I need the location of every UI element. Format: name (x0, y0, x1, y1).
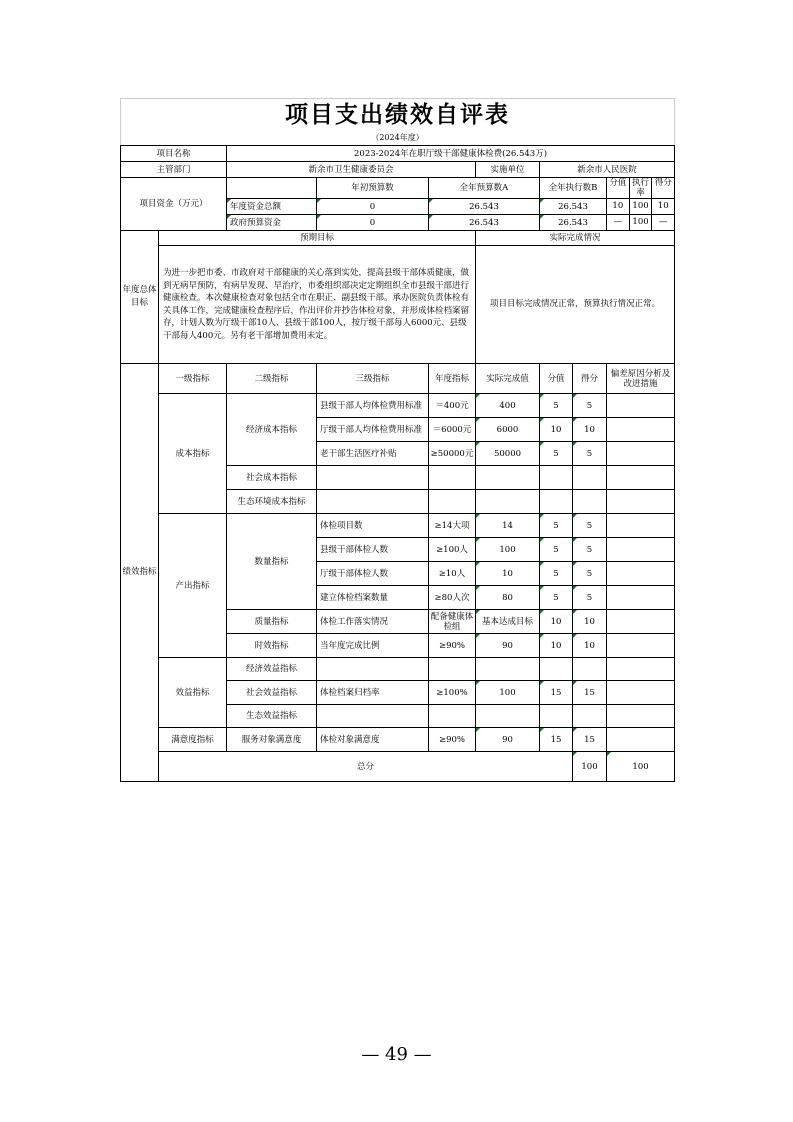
indicator-actual: 6000 (476, 418, 540, 442)
funds-header: 全年执行数B (540, 178, 607, 199)
timeliness-label: 时效指标 (227, 634, 317, 658)
satisfaction-level2-label: 服务对象满意度 (227, 728, 317, 752)
indicator-actual: 50000 (476, 442, 540, 466)
indicator-score: 10 (573, 610, 607, 634)
economic-cost-label: 经济成本指标 (227, 394, 317, 466)
indicator-score-value: 5 (540, 562, 573, 586)
actual-status-text: 项目目标完成情况正常，预算执行情况正常。 (476, 246, 675, 364)
title-row (121, 99, 675, 131)
indicator-header: 年度指标 (429, 364, 476, 394)
indicator-name: 当年度完成比例 (317, 634, 429, 658)
indicator-name: 体检工作落实情况 (317, 610, 429, 634)
indicator-row (121, 658, 675, 681)
indicator-score: 5 (573, 562, 607, 586)
form-title: 项目支出绩效自评表 (285, 101, 511, 128)
funds-cell: 10 (607, 199, 630, 214)
funds-cell: 100 (630, 199, 653, 214)
indicator-name: 县级干部体检人数 (317, 538, 429, 562)
indicator-score-value: 5 (540, 586, 573, 610)
indicator-target: ≥80人次 (429, 586, 476, 610)
indicators-label: 绩效指标 (121, 364, 159, 782)
indicator-score: 5 (573, 514, 607, 538)
year-row (121, 131, 675, 146)
actual-status-header: 实际完成情况 (476, 231, 675, 246)
department-row (121, 162, 675, 178)
indicator-row (121, 394, 675, 418)
indicator-header: 偏差原因分析及改进措施 (607, 364, 675, 394)
form-year: （2024年度） (371, 132, 424, 142)
indicator-header: 得分 (573, 364, 607, 394)
total-score: 100 (607, 752, 675, 782)
indicator-score-value: 15 (540, 728, 573, 752)
total-row (121, 752, 675, 782)
total-score-value: 100 (573, 752, 607, 782)
indicator-score: 5 (573, 442, 607, 466)
project-name-label: 项目名称 (121, 146, 227, 162)
dept-value: 新余市卫生健康委员会 (227, 162, 476, 178)
indicator-score: 15 (573, 681, 607, 705)
indicator-target: ＝400元 (429, 394, 476, 418)
goals-header-row (121, 231, 675, 246)
funds-cell: — (658, 217, 668, 227)
indicator-header-row (121, 364, 675, 394)
indicator-score: 10 (573, 418, 607, 442)
indicator-name: 厅级干部体检人数 (317, 562, 429, 586)
eco-env-cost-label: 生态环境成本指标 (227, 490, 317, 514)
indicator-row (121, 514, 675, 538)
funds-header-row (121, 178, 675, 199)
cost-indicator-label: 成本指标 (159, 394, 227, 514)
indicator-name: 体检档案归档率 (317, 681, 429, 705)
funds-header: 全年预算数A (429, 178, 540, 199)
indicator-score: 5 (573, 394, 607, 418)
indicator-actual: 90 (476, 634, 540, 658)
indicator-target: ≥14大项 (429, 514, 476, 538)
indicator-name: 老干部生活医疗补贴 (317, 442, 429, 466)
indicator-target: ≥100人 (429, 538, 476, 562)
indicator-name: 县级干部人均体检费用标准 (317, 394, 429, 418)
indicator-actual: 基本达成目标 (476, 610, 540, 634)
impl-unit-label: 实施单位 (476, 162, 540, 178)
funds-label: 项目资金（万元） (121, 178, 227, 231)
indicator-target: 配备健康体检组 (429, 610, 476, 634)
indicator-header: 一级指标 (159, 364, 227, 394)
goals-label: 年度总体目标 (121, 231, 159, 364)
indicator-score: 15 (573, 728, 607, 752)
indicator-header: 二级指标 (227, 364, 317, 394)
indicator-score-value: 5 (540, 442, 573, 466)
funds-row-name: 年度资金总额 (227, 199, 317, 215)
indicator-actual: 14 (476, 514, 540, 538)
indicator-header: 三级指标 (317, 364, 429, 394)
output-indicator-label: 产出指标 (159, 514, 227, 658)
social-benefit-label: 社会效益指标 (227, 681, 317, 705)
project-name-value: 2023-2024年在职厅级干部健康体检费(26.543万) (227, 146, 675, 162)
indicator-score-value: 5 (540, 394, 573, 418)
indicator-target: ≥90% (429, 634, 476, 658)
indicator-target: ≥90% (429, 728, 476, 752)
indicator-score-value: 10 (540, 418, 573, 442)
indicator-score: 10 (573, 634, 607, 658)
dept-label: 主管部门 (121, 162, 227, 178)
funds-cell: 26.543 (540, 215, 607, 231)
funds-row-name: 政府预算资金 (227, 215, 317, 231)
expected-goal-text: 为进一步把市委、市政府对干部健康的关心落到实处，提高县级干部体质健康，做到无病早预防，有病早发现、早治疗，市委组织部决定定期组织全市县级干部进行健康检查。本次健康检查对象包括全市在职正、副县级干部。承办医院负责体检有关具体工作，完成健康检查程序后，作出评价并抄告体检对象，并形成体检档案留存，计划人数为厅级干部10人、县级干部100人，按厅级干部每人6000元、县级干部每人400元。另有老干部增加费用未定。 (159, 246, 476, 364)
funds-cell: 26.543 (429, 199, 540, 215)
indicator-target: ≥100% (429, 681, 476, 705)
indicator-actual: 100 (476, 538, 540, 562)
funds-cell: 26.543 (540, 199, 607, 215)
eco-benefit-label: 生态效益指标 (227, 705, 317, 728)
indicator-name: 体检对象满意度 (317, 728, 429, 752)
indicator-name: 建立体检档案数量 (317, 586, 429, 610)
quantity-label: 数量指标 (227, 514, 317, 610)
indicator-score: 5 (573, 586, 607, 610)
funds-cell: 0 (317, 215, 429, 231)
indicator-row (121, 728, 675, 752)
self-evaluation-form (120, 98, 674, 782)
indicator-actual: 90 (476, 728, 540, 752)
expected-goal-header: 预期目标 (159, 231, 476, 246)
indicator-score-value: 5 (540, 538, 573, 562)
impl-unit-value: 新余市人民医院 (540, 162, 675, 178)
funds-cell: 0 (317, 199, 429, 215)
funds-cell: 26.543 (429, 215, 540, 231)
indicator-score-value: 15 (540, 681, 573, 705)
indicator-score-value: 5 (540, 514, 573, 538)
funds-header: 年初预算数 (317, 178, 429, 199)
quality-label: 质量指标 (227, 610, 317, 634)
benefit-indicator-label: 效益指标 (159, 658, 227, 728)
funds-cell: 100 (630, 215, 653, 230)
funds-header: 分值 (607, 178, 630, 198)
indicator-actual: 400 (476, 394, 540, 418)
indicator-actual: 100 (476, 681, 540, 705)
indicator-score-value: 10 (540, 610, 573, 634)
project-name-row (121, 146, 675, 162)
funds-header: 执行率 (630, 178, 653, 198)
indicator-header: 分值 (540, 364, 573, 394)
indicator-name: 厅级干部人均体检费用标准 (317, 418, 429, 442)
indicator-target: ＝6000元 (429, 418, 476, 442)
evaluation-table (120, 98, 675, 782)
indicator-header: 实际完成值 (476, 364, 540, 394)
social-cost-label: 社会成本指标 (227, 466, 317, 490)
indicator-score-value: 10 (540, 634, 573, 658)
indicator-target: ≥10人 (429, 562, 476, 586)
indicator-score: 5 (573, 538, 607, 562)
funds-cell: 10 (657, 201, 669, 211)
indicator-actual: 80 (476, 586, 540, 610)
goals-content-row (121, 246, 675, 364)
economic-benefit-label: 经济效益指标 (227, 658, 317, 681)
funds-cell: — (607, 215, 630, 230)
funds-header (607, 178, 675, 199)
indicator-target: ≥50000元 (429, 442, 476, 466)
indicator-actual: 10 (476, 562, 540, 586)
page-number: — 49 — (361, 1044, 432, 1065)
total-label: 总分 (159, 752, 573, 782)
indicator-name: 体检项目数 (317, 514, 429, 538)
funds-header: 得分 (654, 178, 672, 188)
satisfaction-indicator-label: 满意度指标 (159, 728, 227, 752)
